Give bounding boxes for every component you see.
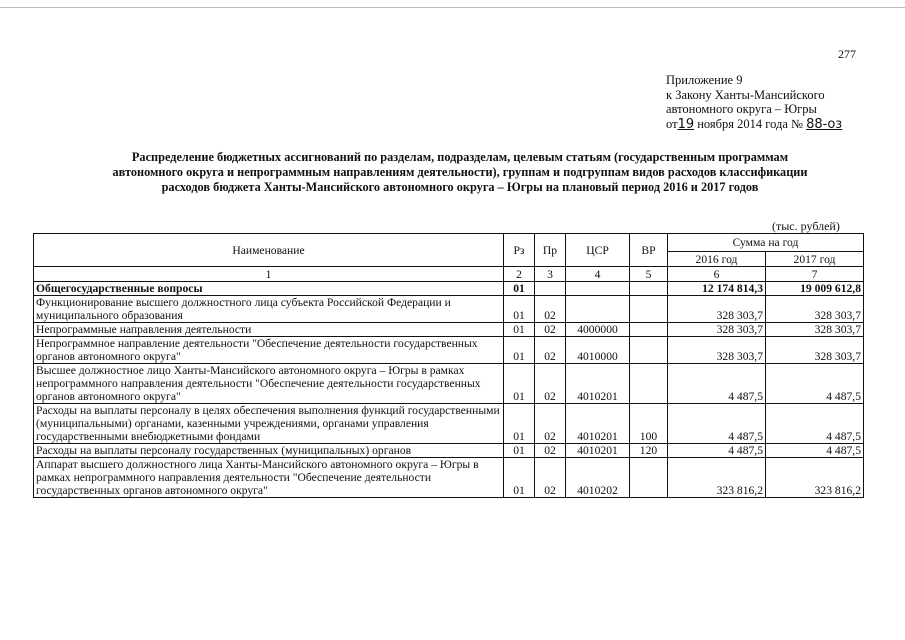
budget-table xyxy=(33,233,864,498)
title-line-2: автономного округа и непрограммным направлениям деятельности), группам и подгруппам видов расходов классификации xyxy=(112,165,808,179)
cell-name: Аппарат высшего должностного лица Ханты-Мансийского автономного округа – Югры в рамках непрограммного направления деятельности "Обеспечение деятельности государственных органов автономного округа" xyxy=(34,458,504,498)
cell-name: Непрограммные направления деятельности xyxy=(34,323,504,337)
cell-vr xyxy=(630,323,668,337)
cell-y2016: 328 303,7 xyxy=(668,296,766,323)
header-2017: 2017 год xyxy=(766,252,864,267)
cell-y2016: 4 487,5 xyxy=(668,444,766,458)
appendix-date-line xyxy=(666,117,842,133)
table-row xyxy=(34,337,864,364)
cell-name: Непрограммное направление деятельности "Обеспечение деятельности государственных органов автономного округа" xyxy=(34,337,504,364)
table-row xyxy=(34,404,864,444)
column-number: 2 xyxy=(504,267,535,282)
cell-y2016: 323 816,2 xyxy=(668,458,766,498)
cell-vr xyxy=(630,282,668,296)
cell-y2017: 328 303,7 xyxy=(766,296,864,323)
scan-edge-line xyxy=(0,7,905,8)
title-line-1: Распределение бюджетных ассигнований по разделам, подразделам, целевым статьям (государственным программам xyxy=(131,150,789,164)
cell-pr: 02 xyxy=(535,458,566,498)
cell-y2017: 4 487,5 xyxy=(766,404,864,444)
appendix-line-2: к Закону Ханты-Мансийского xyxy=(666,87,825,102)
cell-pr xyxy=(535,282,566,296)
table-row xyxy=(34,444,864,458)
cell-vr xyxy=(630,296,668,323)
cell-csr xyxy=(566,282,630,296)
cell-y2017: 4 487,5 xyxy=(766,364,864,404)
cell-y2017: 328 303,7 xyxy=(766,337,864,364)
cell-rz: 01 xyxy=(504,364,535,404)
appendix-line-1: Приложение 9 xyxy=(666,73,743,87)
cell-pr: 02 xyxy=(535,444,566,458)
table-row xyxy=(34,296,864,323)
cell-csr: 4010201 xyxy=(566,404,630,444)
title-line-3: расходов бюджета Ханты-Мансийского автономного округа – Югры на плановый период 2016 и 2017 годов xyxy=(161,180,759,194)
date-rest: ноября 2014 года № xyxy=(694,116,807,131)
cell-y2016: 4 487,5 xyxy=(668,404,766,444)
cell-y2017: 19 009 612,8 xyxy=(766,282,864,296)
cell-csr: 4010201 xyxy=(566,364,630,404)
cell-vr: 120 xyxy=(630,444,668,458)
cell-vr: 100 xyxy=(630,404,668,444)
header-name: Наименование xyxy=(34,234,504,267)
cell-rz: 01 xyxy=(504,323,535,337)
cell-rz: 01 xyxy=(504,404,535,444)
cell-name: Расходы на выплаты персоналу государственных (муниципальных) органов xyxy=(34,444,504,458)
cell-rz: 01 xyxy=(504,458,535,498)
cell-csr: 4000000 xyxy=(566,323,630,337)
cell-rz: 01 xyxy=(504,337,535,364)
date-prefix: от xyxy=(666,116,678,131)
column-number: 3 xyxy=(535,267,566,282)
column-number: 1 xyxy=(34,267,504,282)
cell-pr: 02 xyxy=(535,404,566,444)
units-label: (тыс. рублей) xyxy=(772,219,840,233)
column-number: 6 xyxy=(668,267,766,282)
cell-y2016: 328 303,7 xyxy=(668,323,766,337)
cell-pr: 02 xyxy=(535,337,566,364)
cell-rz: 01 xyxy=(504,296,535,323)
cell-y2016: 12 174 814,3 xyxy=(668,282,766,296)
column-number: 5 xyxy=(630,267,668,282)
header-sum: Сумма на год xyxy=(668,234,864,252)
cell-csr: 4010000 xyxy=(566,337,630,364)
cell-vr xyxy=(630,364,668,404)
date-day: 19 xyxy=(677,116,695,132)
cell-rz: 01 xyxy=(504,444,535,458)
header-vr: ВР xyxy=(630,234,668,267)
column-number: 7 xyxy=(766,267,864,282)
cell-y2017: 323 816,2 xyxy=(766,458,864,498)
cell-name: Общегосударственные вопросы xyxy=(34,282,504,296)
cell-pr: 02 xyxy=(535,364,566,404)
cell-csr: 4010201 xyxy=(566,444,630,458)
header-csr: ЦСР xyxy=(566,234,630,267)
header-pr: Пр xyxy=(535,234,566,267)
cell-y2017: 328 303,7 xyxy=(766,323,864,337)
appendix-block xyxy=(666,73,842,132)
appendix-line-3: автономного округа – Югры xyxy=(666,102,817,116)
cell-name: Высшее должностное лицо Ханты-Мансийского автономного округа – Югры в рамках непрограммного направления деятельности "Обеспечение деятельности государственных органов автономного округа" xyxy=(34,364,504,404)
cell-y2017: 4 487,5 xyxy=(766,444,864,458)
cell-y2016: 328 303,7 xyxy=(668,337,766,364)
table-body xyxy=(34,282,864,498)
law-number: 88-оз xyxy=(806,116,843,132)
cell-pr: 02 xyxy=(535,296,566,323)
header-2016: 2016 год xyxy=(668,252,766,267)
cell-vr xyxy=(630,458,668,498)
cell-csr xyxy=(566,296,630,323)
cell-y2016: 4 487,5 xyxy=(668,364,766,404)
cell-pr: 02 xyxy=(535,323,566,337)
cell-csr: 4010202 xyxy=(566,458,630,498)
cell-name: Расходы на выплаты персоналу в целях обеспечения выполнения функций государственными (муниципальными) органами, казенными учреждениями, органами управления государственными внебюджетными фондами xyxy=(34,404,504,444)
table-row xyxy=(34,282,864,296)
table-row xyxy=(34,323,864,337)
column-number: 4 xyxy=(566,267,630,282)
document-title xyxy=(30,150,890,195)
header-rz: Рз xyxy=(504,234,535,267)
page-number: 277 xyxy=(838,47,856,61)
table-row xyxy=(34,364,864,404)
cell-vr xyxy=(630,337,668,364)
cell-name: Функционирование высшего должностного лица субъекта Российской Федерации и муниципального образования xyxy=(34,296,504,323)
table-row xyxy=(34,458,864,498)
cell-rz: 01 xyxy=(504,282,535,296)
